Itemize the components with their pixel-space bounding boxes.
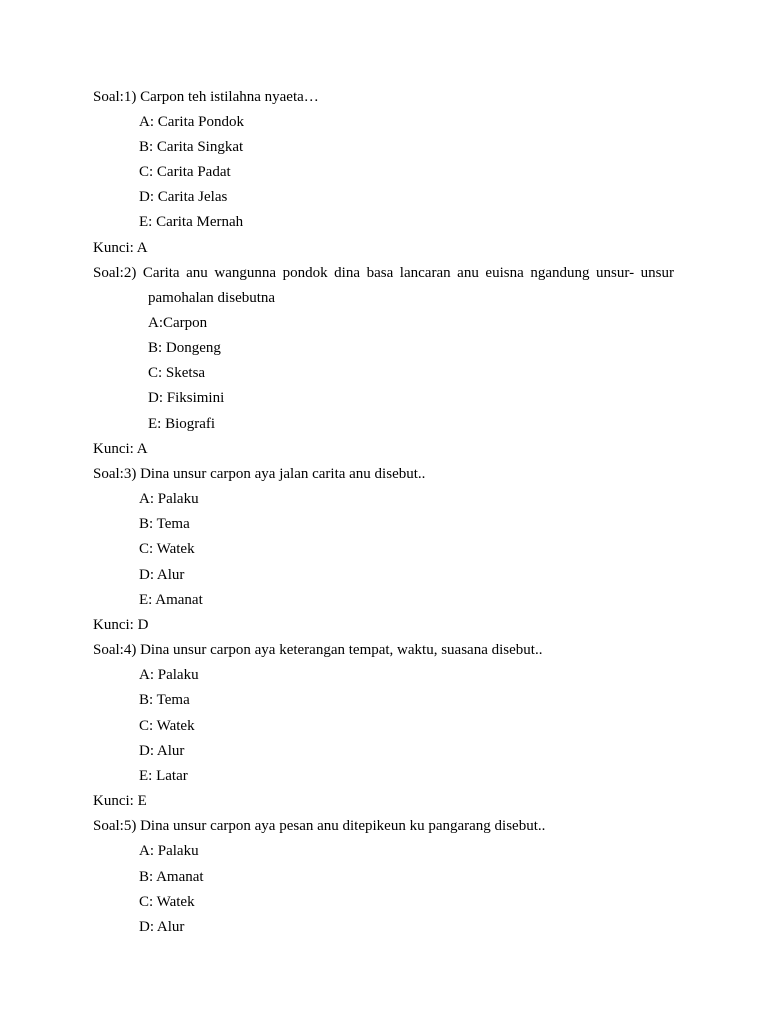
question-3-option-a: A: Palaku xyxy=(139,491,199,507)
question-4-text: Soal:4) Dina unsur carpon aya keterangan tempat, waktu, suasana disebut.. xyxy=(93,642,543,658)
question-3-option-d: D: Alur xyxy=(139,567,185,583)
question-2-text-continued: pamohalan disebutna xyxy=(148,290,276,306)
question-5-option-d: D: Alur xyxy=(139,919,185,935)
question-3-option-e: E: Amanat xyxy=(139,592,203,608)
question-5-option-a: A: Palaku xyxy=(139,843,199,859)
question-2-text: Soal:2) Carita anu wangunna pondok dina basa lancaran anu euisna ngandung unsur- unsur xyxy=(93,265,674,281)
question-2-key: Kunci: A xyxy=(93,441,148,457)
question-3-option-c: C: Watek xyxy=(139,541,195,557)
question-4-option-a: A: Palaku xyxy=(139,667,199,683)
question-1-text: Soal:1) Carpon teh istilahna nyaeta… xyxy=(93,89,319,105)
question-5-text: Soal:5) Dina unsur carpon aya pesan anu ditepikeun ku pangarang disebut.. xyxy=(93,818,546,834)
question-2-option-b: B: Dongeng xyxy=(148,340,221,356)
question-3-key: Kunci: D xyxy=(93,617,149,633)
question-4-option-e: E: Latar xyxy=(139,768,188,784)
question-4-option-c: C: Watek xyxy=(139,718,195,734)
question-3-option-b: B: Tema xyxy=(139,516,190,532)
question-4-option-b: B: Tema xyxy=(139,692,190,708)
question-2-option-e: E: Biografi xyxy=(148,416,216,432)
question-1-option-e: E: Carita Mernah xyxy=(139,214,244,230)
question-5-option-c: C: Watek xyxy=(139,894,195,910)
question-1-option-b: B: Carita Singkat xyxy=(139,139,244,155)
question-2-option-a: A:Carpon xyxy=(148,315,208,331)
question-4-key: Kunci: E xyxy=(93,793,147,809)
question-1-option-d: D: Carita Jelas xyxy=(139,189,228,205)
question-1-option-c: C: Carita Padat xyxy=(139,164,231,180)
question-5-option-b: B: Amanat xyxy=(139,869,204,885)
question-3-text: Soal:3) Dina unsur carpon aya jalan carita anu disebut.. xyxy=(93,466,426,482)
question-2-option-d: D: Fiksimini xyxy=(148,390,225,406)
question-2-option-c: C: Sketsa xyxy=(148,365,206,381)
question-4-option-d: D: Alur xyxy=(139,743,185,759)
question-1-option-a: A: Carita Pondok xyxy=(139,114,244,130)
question-1-key: Kunci: A xyxy=(93,240,148,256)
